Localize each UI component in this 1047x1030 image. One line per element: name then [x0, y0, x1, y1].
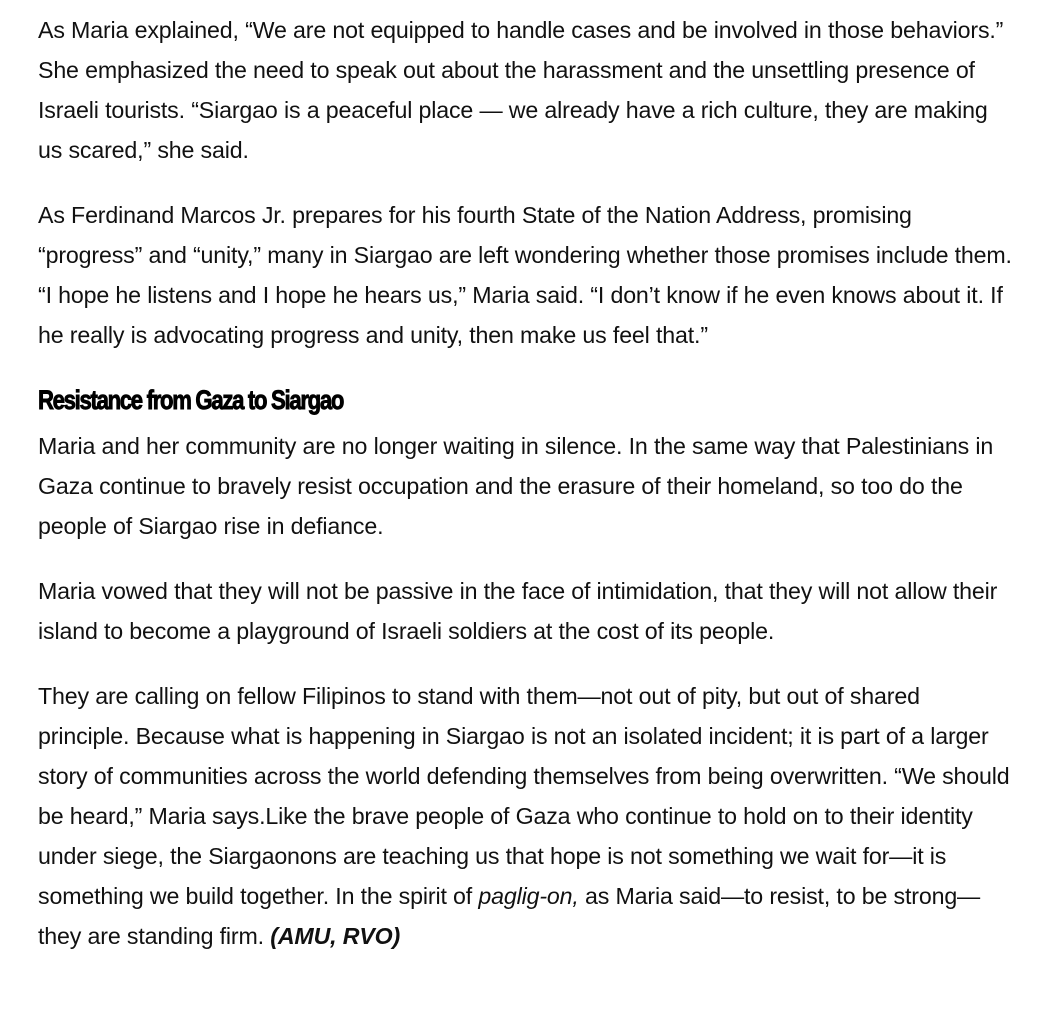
paragraph-vowed: Maria vowed that they will not be passive in the face of intimidation, that they will not allow their island to become a playground of Israeli soldiers at the cost of its people. [38, 578, 998, 644]
paragraph-tail-text: as Maria said—to resist, to be strong—they are standing firm. [38, 883, 981, 949]
paragraph-sona: As Ferdinand Marcos Jr. prepares for his fourth State of the Nation Address, promising “progress” and “unity,” many in Siargao are left wondering whether those promises include them. “I hope he listens and I hope he hears us,” Maria said. “I don’t know if he even knows about it. If he really is advocating progress and unity, then make us feel that.” [38, 202, 1012, 348]
paragraph-maria-explained: As Maria explained, “We are not equipped to handle cases and be involved in those behaviors.” She emphasized the need to speak out about the harassment and the unsettling presence of Israeli tourists. “Siargao is a peaceful place — we already have a rich culture, they are making us scared,” she said. [38, 17, 1004, 163]
paragraph-no-longer-waiting: Maria and her community are no longer waiting in silence. In the same way that Palestinians in Gaza continue to bravely resist occupation and the erasure of their homeland, so too do the people of Siargao rise in defiance. [38, 433, 994, 539]
section-heading: Resistance from Gaza to Siargao [38, 385, 344, 415]
paragraph-main-text: They are calling on fellow Filipinos to stand with them—not out of pity, but out of shared principle. Because what is happening in Siargao is not an isolated incident; it is part of a larger story of communities across the world defending themselves from being overwritten. “We should be heard,” Maria says.Like the brave people of Gaza who continue to hold on to their identity under siege, the Siargaonons are teaching us that hope is not something we wait for—it is something we build together. In the spirit of [38, 683, 1010, 909]
paragraph-calling-on [38, 676, 1017, 956]
author-credit: (AMU, RVO) [270, 923, 401, 949]
italic-term-paglig-on: paglig-on, [478, 883, 579, 909]
